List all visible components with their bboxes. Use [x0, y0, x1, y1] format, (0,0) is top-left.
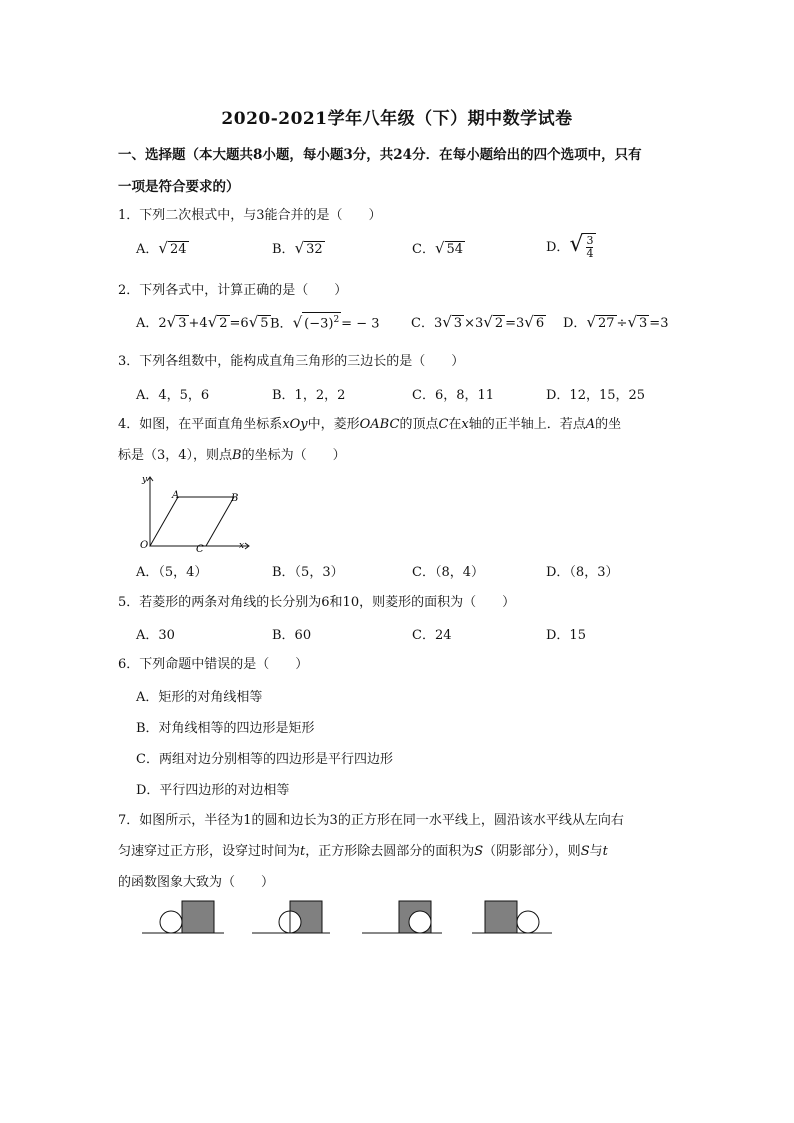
- radical-sign: √: [434, 239, 445, 257]
- math-var: OABC: [359, 417, 400, 432]
- radical-sign: √: [569, 232, 584, 257]
- text: 的坐标为（ ）: [241, 448, 346, 463]
- option-label: A．: [136, 316, 159, 331]
- radical-sign: √: [248, 313, 259, 331]
- radical-sign: √: [524, 313, 534, 331]
- radical-sign: √: [158, 239, 168, 257]
- shaded-square: [485, 901, 517, 933]
- frame-3: [362, 901, 442, 933]
- question-5-stem: 5．若菱形的两条对角线的长分别为6和10，则菱形的面积为（ ）: [118, 595, 516, 610]
- question-4-stem: [118, 415, 688, 466]
- radicand: [302, 312, 341, 331]
- option-label: D．: [563, 316, 587, 331]
- option-6b[interactable]: B．对角线相等的四边形是矩形: [136, 721, 315, 736]
- operator: =3: [505, 316, 525, 331]
- label-y: y: [142, 475, 148, 485]
- question-7-line1: 7．如图所示，半径为1的圆和边长为3的正方形在同一水平线上，圆沿该水平线从左向右: [118, 813, 624, 828]
- option-5a[interactable]: A．30: [136, 628, 175, 643]
- radicand: 27: [598, 316, 615, 331]
- frame-1: [142, 901, 224, 933]
- option-4b[interactable]: B．（5，3）: [272, 565, 344, 580]
- circle: [160, 911, 182, 933]
- radical-sign: √: [483, 313, 493, 331]
- radicand: 32: [306, 242, 323, 257]
- radicand: 5: [260, 316, 269, 331]
- option-6d[interactable]: D．平行四边形的对边相等: [136, 783, 290, 798]
- math-var: C: [438, 417, 449, 432]
- option-1c[interactable]: [412, 238, 465, 257]
- text: 匀速穿过正方形，设穿过时间为: [118, 844, 301, 859]
- question-6-stem: 6．下列命题中错误的是（ ）: [118, 657, 309, 672]
- shaded-square: [182, 901, 214, 933]
- question-3-stem: 3．下列各组数中，能构成直角三角形的三边长的是（ ）: [118, 354, 465, 369]
- math-var: B: [232, 448, 242, 463]
- question-1-stem: 1．下列二次根式中，与3能合并的是（ ）: [118, 208, 382, 223]
- circle: [517, 911, 539, 933]
- radicand: 3: [453, 316, 463, 331]
- coefficient: 3: [433, 316, 443, 331]
- frame-2: [252, 901, 330, 933]
- radical-sign: √: [294, 239, 305, 257]
- operator: ÷: [616, 316, 628, 331]
- radical-sign: √: [586, 313, 596, 331]
- option-3d[interactable]: D．12，15，25: [546, 388, 646, 403]
- radical-sign: √: [292, 313, 303, 332]
- option-5b[interactable]: B．60: [272, 628, 312, 643]
- question-7-stem: [118, 811, 688, 893]
- radicand: 24: [169, 242, 187, 257]
- operator: +4: [188, 316, 208, 331]
- question-3-options: [136, 384, 696, 408]
- fraction-numerator: 3: [586, 234, 594, 247]
- label-o: O: [140, 540, 149, 551]
- text: 与: [589, 844, 603, 859]
- section-heading-line2: 一项是符合要求的）: [118, 179, 240, 195]
- option-2b[interactable]: [270, 312, 380, 331]
- option-6a[interactable]: A．矩形的对角线相等: [136, 690, 263, 705]
- radicand: 2: [494, 316, 504, 331]
- exponent: 2: [333, 315, 340, 325]
- option-2a[interactable]: [136, 312, 271, 331]
- circle: [409, 911, 431, 933]
- circle-square-sequence-figure: [140, 896, 560, 938]
- label-c: C: [196, 544, 204, 554]
- radical-sign: √: [442, 313, 452, 331]
- text: 中，菱形: [307, 417, 360, 432]
- option-label: C．: [412, 242, 435, 257]
- label-x: x: [239, 541, 245, 551]
- option-label: D．: [546, 240, 570, 255]
- text: 轴的正半轴上．若点: [468, 417, 586, 432]
- option-1a[interactable]: [136, 238, 189, 257]
- page-title: 2020-2021学年八年级（下）期中数学试卷: [221, 109, 573, 129]
- text: 的坐: [595, 417, 622, 432]
- operator: =3: [649, 316, 669, 331]
- text: ，正方形除去圆部分的面积为: [305, 844, 475, 859]
- option-6c[interactable]: C．两组对边分别相等的四边形是平行四边形: [136, 752, 393, 767]
- option-3a[interactable]: A．4，5，6: [136, 388, 210, 403]
- radical-sign: √: [627, 313, 638, 331]
- operator: =6: [229, 316, 249, 331]
- math-var: x: [461, 417, 469, 432]
- math-var: A: [585, 417, 596, 432]
- fraction-denominator: 4: [586, 247, 594, 260]
- radicand: [583, 233, 596, 260]
- option-3b[interactable]: B．1，2，2: [272, 388, 346, 403]
- option-2d[interactable]: [563, 312, 668, 331]
- section-heading-line1: 一、选择题（本大题共8小题，每小题3分，共24分．在每小题给出的四个选项中，只有: [118, 147, 642, 163]
- radicand-base: (−3): [304, 316, 334, 332]
- coefficient: 2: [158, 316, 167, 331]
- label-b: B: [231, 493, 239, 504]
- radicand: 3: [639, 316, 648, 331]
- frame-4: [472, 901, 552, 933]
- operator: ×3: [464, 316, 484, 331]
- option-3c[interactable]: C．6，8，11: [412, 388, 495, 403]
- question-2-stem: 2．下列各式中，计算正确的是（ ）: [118, 283, 348, 298]
- text: 4．如图，在平面直角坐标系: [118, 417, 283, 432]
- question-5-options: [136, 624, 696, 648]
- option-label: B．: [270, 316, 293, 332]
- option-5c[interactable]: C．24: [412, 628, 452, 643]
- option-4c[interactable]: C．（8，4）: [412, 565, 484, 580]
- rhombus-coordinate-figure: [136, 470, 254, 554]
- question-7-line3: 的函数图象大致为（ ）: [118, 875, 275, 890]
- radicand: 3: [178, 316, 187, 331]
- question-2-options: [136, 312, 696, 336]
- text: 在: [448, 417, 462, 432]
- option-label: A．: [136, 242, 159, 257]
- math-var: S: [474, 844, 484, 859]
- radical-sign: √: [166, 313, 177, 331]
- math-var: xOy: [282, 417, 308, 432]
- text: 的顶点: [399, 417, 439, 432]
- operator: = − 3: [341, 316, 380, 332]
- radicand: 2: [219, 316, 228, 331]
- text: 标是（3，4），则点: [118, 448, 233, 463]
- option-label: C．: [411, 316, 434, 331]
- question-4-options: [136, 561, 696, 585]
- label-a: A: [172, 490, 180, 501]
- question-1-options: [136, 232, 696, 262]
- question-4-line2: [118, 446, 688, 466]
- radicand: 6: [535, 316, 545, 331]
- text: （阴影部分），则: [483, 844, 581, 859]
- option-2c[interactable]: [411, 312, 546, 331]
- radical-sign: √: [207, 313, 218, 331]
- option-4a[interactable]: A．（5，4）: [136, 565, 208, 580]
- section-heading: [118, 140, 678, 202]
- math-var: S: [580, 844, 590, 859]
- option-label: B．: [272, 242, 295, 257]
- option-4d[interactable]: D．（8，3）: [546, 565, 619, 580]
- rhombus-oabc: [150, 497, 234, 546]
- radicand: 54: [446, 242, 464, 257]
- option-1b[interactable]: [272, 238, 325, 257]
- option-1d[interactable]: [546, 232, 596, 260]
- option-5d[interactable]: D．15: [546, 628, 586, 643]
- question-4-line1: [118, 415, 688, 435]
- math-var: t: [300, 844, 306, 859]
- math-var: t: [602, 844, 608, 859]
- question-7-line2: [118, 842, 688, 862]
